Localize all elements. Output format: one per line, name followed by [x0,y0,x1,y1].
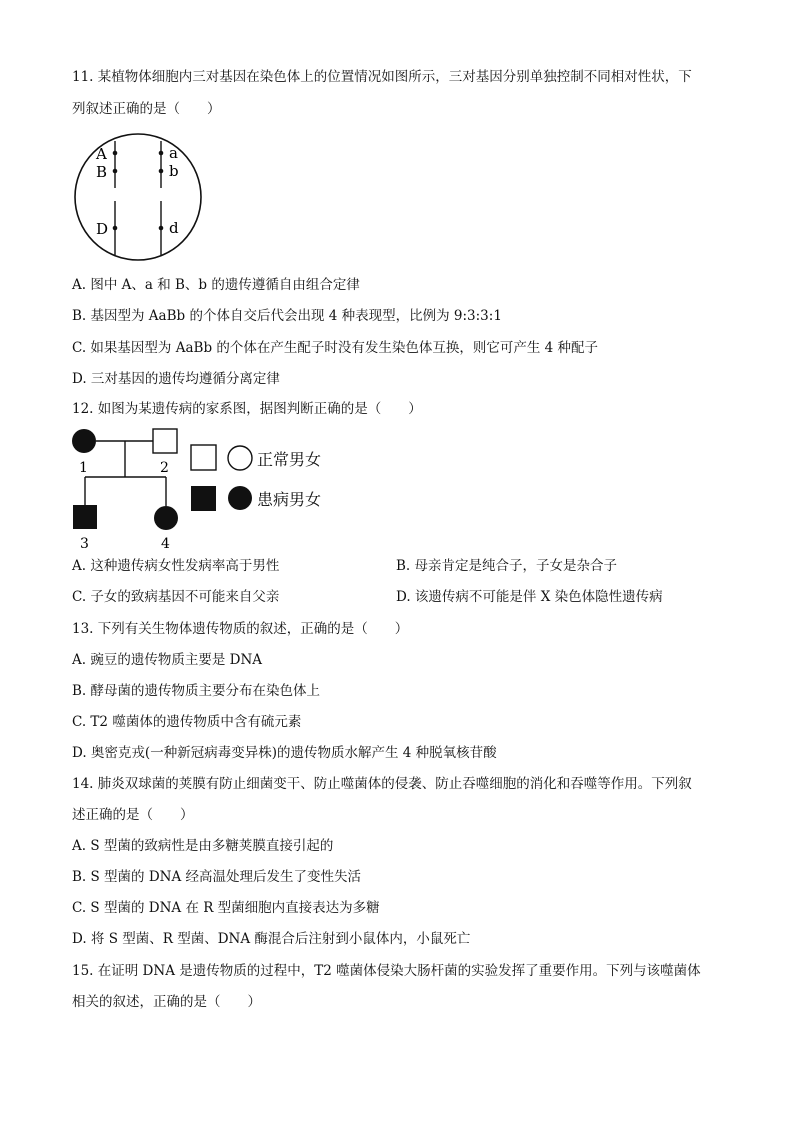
pedigree-label-3: 3 [80,536,89,550]
q13-option-a[interactable]: A. 豌豆的遗传物质主要是 DNA [72,652,263,668]
q14-option-d[interactable]: D. 将 S 型菌、R 型菌、DNA 酶混合后注射到小鼠体内，小鼠死亡 [72,931,471,947]
q11-gene-label-A: A [96,145,107,163]
q11-option-a[interactable]: A. 图中 A、a 和 B、b 的遗传遵循自由组合定律 [72,277,360,293]
q14-stem-line1: 14. 肺炎双球菌的荚膜有防止细菌变干、防止噬菌体的侵袭、防止吞噬细胞的消化和吞噬等作用。下列叙 [72,776,692,792]
q12-option-b[interactable]: B. 母亲肯定是纯合子，子女是杂合子 [396,558,618,574]
q13-option-b[interactable]: B. 酵母菌的遗传物质主要分布在染色体上 [72,683,321,699]
pedigree-individual-1 [72,429,96,453]
q14-stem-line2: 述正确的是（ ） [72,807,194,823]
q12-option-a[interactable]: A. 这种遗传病女性发病率高于男性 [72,558,280,574]
q14-option-b[interactable]: B. S 型菌的 DNA 经高温处理后发生了变性失活 [72,869,362,885]
q11-gene-label-d: d [169,219,179,237]
q13-stem: 13. 下列有关生物体遗传物质的叙述，正确的是（ ） [72,621,409,637]
q11-chromosome-figure [70,133,206,261]
pedigree-individual-2 [153,429,177,453]
q11-gene-label-B: B [96,163,108,181]
pedigree-label-4: 4 [161,536,170,550]
q12-option-c[interactable]: C. 子女的致病基因不可能来自父亲 [72,589,280,605]
pedigree-individual-4 [154,506,178,530]
q11-option-d[interactable]: D. 三对基因的遗传均遵循分离定律 [72,371,280,387]
q12-legend-symbols [190,444,256,514]
q11-option-c[interactable]: C. 如果基因型为 AaBb 的个体在产生配子时没有发生染色体互换，则它可产生 4 种配子 [72,340,599,356]
q11-gene-label-b: b [169,162,179,180]
q11-stem-line2: 列叙述正确的是（ ） [72,101,221,117]
q14-option-c[interactable]: C. S 型菌的 DNA 在 R 型菌细胞内直接表达为多糖 [72,900,380,916]
q11-gene-label-D: D [96,220,109,238]
q15-stem-line2: 相关的叙述，正确的是（ ） [72,994,261,1010]
q12-stem: 12. 如图为某遗传病的家系图，据图判断正确的是（ ） [72,401,422,417]
legend-normal-label: 正常男女 [257,450,322,469]
q13-option-d[interactable]: D. 奥密克戎(一种新冠病毒变异株)的遗传物质水解产生 4 种脱氧核苷酸 [72,745,497,761]
q14-option-a[interactable]: A. S 型菌的致病性是由多糖荚膜直接引起的 [72,838,334,854]
pedigree-label-2: 2 [160,460,169,476]
pedigree-label-1: 1 [79,460,88,476]
q13-option-c[interactable]: C. T2 噬菌体的遗传物质中含有硫元素 [72,714,302,730]
pedigree-individual-3 [73,505,97,529]
q11-gene-label-a: a [169,144,178,162]
legend-affected-label: 患病男女 [257,490,322,509]
q15-stem-line1: 15. 在证明 DNA 是遗传物质的过程中，T2 噬菌体侵染大肠杆菌的实验发挥了重要作用。下列与该噬菌体 [72,963,701,979]
q12-option-d[interactable]: D. 该遗传病不可能是伴 X 染色体隐性遗传病 [396,589,663,605]
q11-stem-line1: 11. 某植物体细胞内三对基因在染色体上的位置情况如图所示，三对基因分别单独控制不同相对性状，下 [72,69,692,85]
q11-option-b[interactable]: B. 基因型为 AaBb 的个体自交后代会出现 4 种表现型，比例为 9:3:3:1 [72,308,502,324]
